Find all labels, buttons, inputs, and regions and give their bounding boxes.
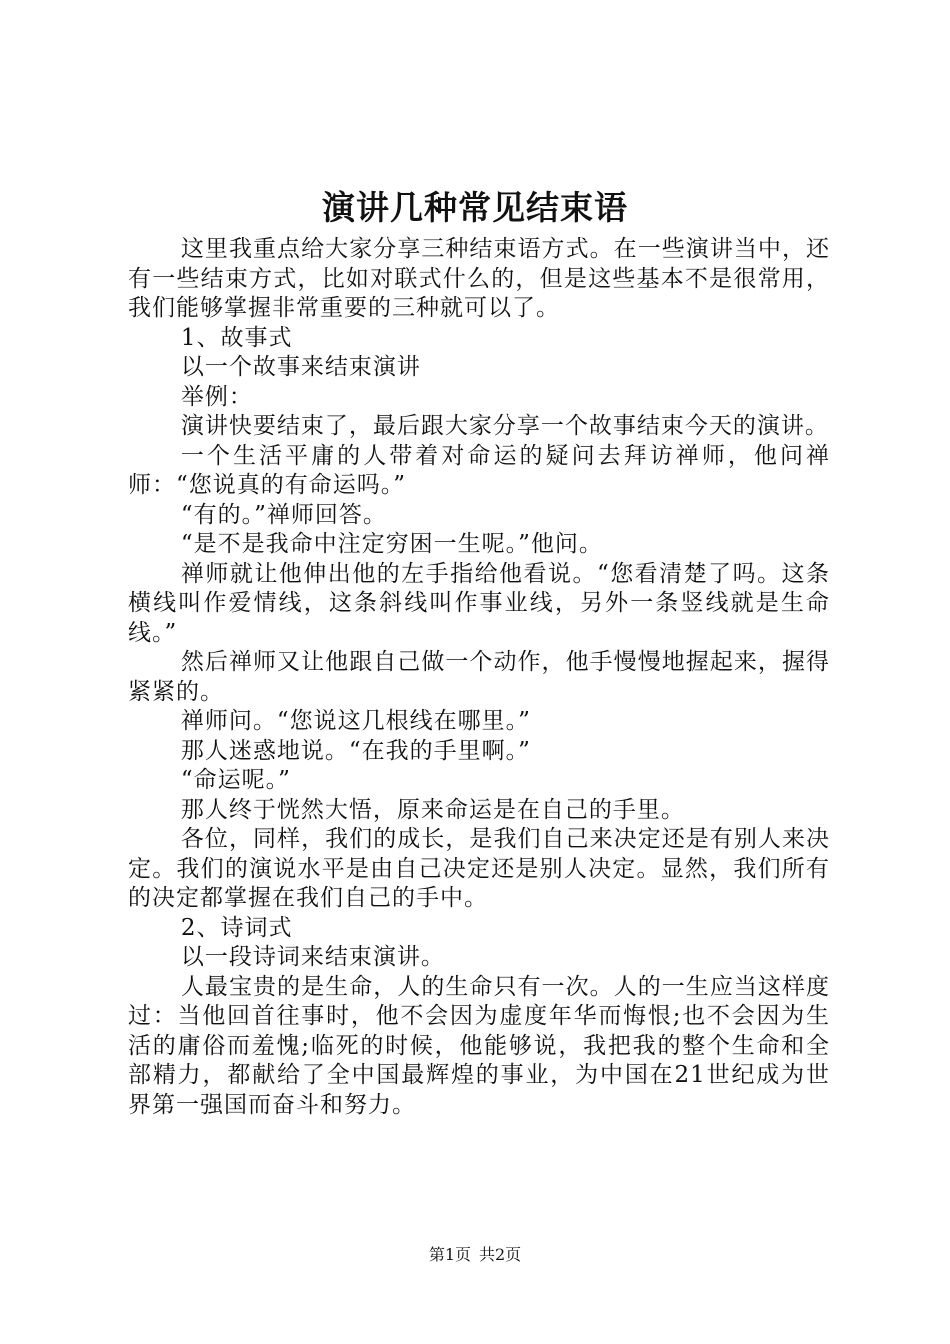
- paragraph: 举例：: [180, 383, 253, 410]
- paragraph: 那人终于恍然大悟，原来命运是在自己的手里。: [180, 796, 685, 823]
- paragraph: 演讲快要结束了，最后跟大家分享一个故事结束今天的演讲。: [180, 413, 829, 439]
- paragraph: “命运呢。”: [180, 767, 291, 793]
- section-heading-poetry: 2、诗词式: [180, 914, 293, 941]
- paragraph: 这里我重点给大家分享三种结束语方式。在一些演讲当中，还有一些结束方式，比如对联式什么的，但是这些基本不是很常用，我们能够掌握非常重要的三种就可以了。: [128, 236, 830, 321]
- page-footer: [0, 1245, 950, 1265]
- paragraph: 以一段诗词来结束演讲。: [180, 944, 445, 970]
- paragraph: “是不是我命中注定穷困一生呢。”他问。: [180, 531, 603, 557]
- paragraph: 一个生活平庸的人带着对命运的疑问去拜访禅师，他问禅师：“您说真的有命运吗。”: [128, 442, 830, 498]
- page-number: 第1页: [428, 1245, 471, 1264]
- document-body: [128, 235, 830, 1120]
- paragraph: 禅师问。“您说这几根线在哪里。”: [180, 708, 531, 734]
- paragraph: 人最宝贵的是生命，人的生命只有一次。人的一生应当这样度过：当他回首往事时，他不会因为虚度年华而悔恨;也不会因为生活的庸俗而羞愧;临死的时候，他能够说，我把我的整个生命和全部精力，都献给了全中国最辉煌的事业，为中国在21世纪成为世界第一强国而奋斗和努力。: [128, 973, 830, 1118]
- paragraph: 各位，同样，我们的成长，是我们自己来决定还是有别人来决定。我们的演说水平是由自己决定还是别人决定。显然，我们所有的决定都掌握在我们自己的手中。: [128, 826, 830, 911]
- page-total: 共2页: [479, 1245, 522, 1264]
- paragraph: 以一个故事来结束演讲: [180, 354, 421, 380]
- document-title: 演讲几种常见结束语: [322, 188, 628, 227]
- paragraph: 禅师就让他伸出他的左手指给他看说。“您看清楚了吗。这条横线叫作爱情线，这条斜线叫作事业线，另外一条竖线就是生命线。”: [128, 560, 830, 646]
- paragraph: 然后禅师又让他跟自己做一个动作，他手慢慢地握起来，握得紧紧的。: [128, 649, 830, 705]
- paragraph: “有的。”禅师回答。: [180, 501, 387, 528]
- section-heading-story: 1、故事式: [180, 324, 293, 351]
- paragraph: 那人迷惑地说。“在我的手里啊。”: [180, 737, 531, 764]
